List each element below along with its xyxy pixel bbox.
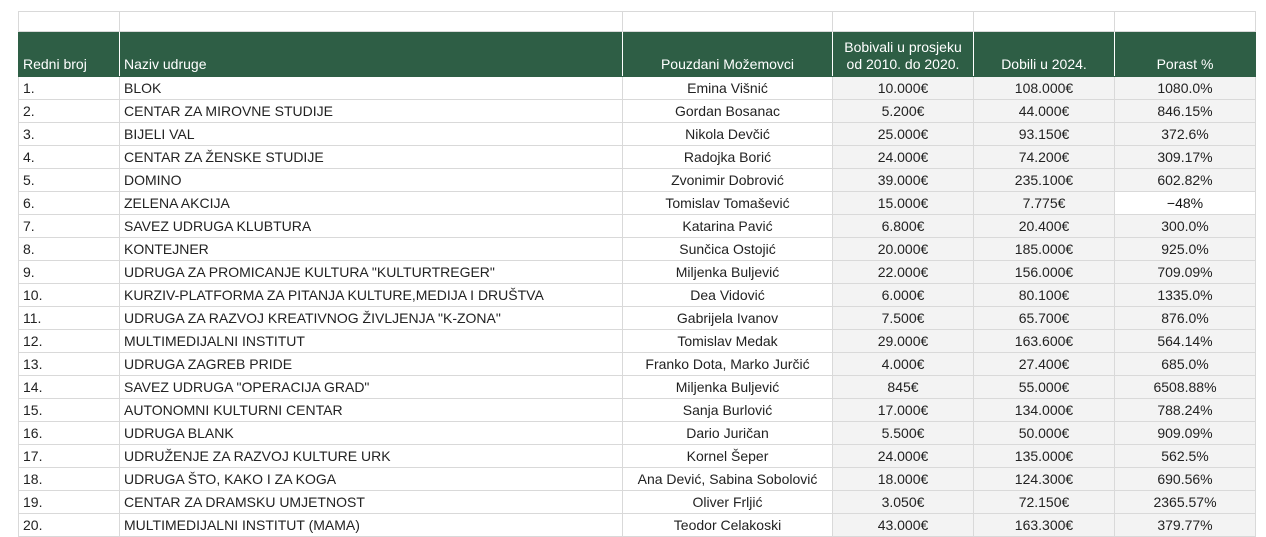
cell-name[interactable]: MULTIMEDIJALNI INSTITUT [120,330,623,353]
cell-name[interactable]: UDRUŽENJE ZA RAZVOJ KULTURE URK [120,445,623,468]
header-row [19,32,1256,77]
cell-got[interactable]: 65.700€ [974,307,1115,330]
cell[interactable] [623,12,833,32]
cell-avg[interactable]: 6.800€ [833,215,974,238]
cell-rank[interactable]: 7. [19,215,120,238]
cell-rank[interactable]: 3. [19,123,120,146]
cell-name[interactable]: CENTAR ZA MIROVNE STUDIJE [120,100,623,123]
blank-row [19,12,1256,32]
table-row [19,399,1256,422]
cell-name[interactable]: ZELENA AKCIJA [120,192,623,215]
cell-rank[interactable]: 17. [19,445,120,468]
cell-avg[interactable]: 22.000€ [833,261,974,284]
cell-trustees[interactable]: Dario Juričan [623,422,833,445]
cell-trustees[interactable]: Kornel Šeper [623,445,833,468]
cell-got[interactable]: 93.150€ [974,123,1115,146]
header-growth[interactable]: Porast % [1115,32,1256,77]
cell-got[interactable]: 74.200€ [974,146,1115,169]
cell-rank[interactable]: 12. [19,330,120,353]
cell-avg[interactable]: 6.000€ [833,284,974,307]
cell-trustees[interactable]: Gabrijela Ivanov [623,307,833,330]
cell-trustees[interactable]: Emina Višnić [623,77,833,100]
table-row [19,514,1256,537]
table-row [19,169,1256,192]
cell-name[interactable]: UDRUGA ŠTO, KAKO I ZA KOGA [120,468,623,491]
cell-growth[interactable]: 6508.88% [1115,376,1256,399]
cell-avg[interactable]: 5.200€ [833,100,974,123]
cell-trustees[interactable]: Nikola Devčić [623,123,833,146]
cell-trustees[interactable]: Miljenka Buljević [623,376,833,399]
cell-got[interactable]: 163.300€ [974,514,1115,537]
cell-trustees[interactable]: Radojka Borić [623,146,833,169]
cell-rank[interactable]: 19. [19,491,120,514]
cell-rank[interactable]: 10. [19,284,120,307]
cell-trustees[interactable]: Katarina Pavić [623,215,833,238]
cell-growth[interactable]: 300.0% [1115,215,1256,238]
cell-rank[interactable]: 20. [19,514,120,537]
cell-trustees[interactable]: Sunčica Ostojić [623,238,833,261]
cell-rank[interactable]: 18. [19,468,120,491]
cell-growth[interactable]: 562.5% [1115,445,1256,468]
table-row [19,238,1256,261]
cell-got[interactable]: 7.775€ [974,192,1115,215]
cell-rank[interactable]: 15. [19,399,120,422]
table-row [19,330,1256,353]
cell[interactable] [120,12,623,32]
cell-growth[interactable]: 690.56% [1115,468,1256,491]
header-got-2024[interactable]: Dobili u 2024. [974,32,1115,77]
cell-growth[interactable]: 1335.0% [1115,284,1256,307]
cell-avg[interactable]: 17.000€ [833,399,974,422]
cell-avg[interactable]: 845€ [833,376,974,399]
cell-trustees[interactable]: Teodor Celakoski [623,514,833,537]
cell-name[interactable]: CENTAR ZA DRAMSKU UMJETNOST [120,491,623,514]
cell-avg[interactable]: 43.000€ [833,514,974,537]
cell[interactable] [833,12,974,32]
cell-name[interactable]: UDRUGA ZAGREB PRIDE [120,353,623,376]
table-row [19,468,1256,491]
cell-rank[interactable]: 13. [19,353,120,376]
cell-trustees[interactable]: Zvonimir Dobrović [623,169,833,192]
table-row [19,192,1256,215]
table-row [19,422,1256,445]
cell-got[interactable]: 185.000€ [974,238,1115,261]
cell-name[interactable]: SAVEZ UDRUGA KLUBTURA [120,215,623,238]
cell-rank[interactable]: 5. [19,169,120,192]
header-rank[interactable]: Redni broj [19,32,120,77]
cell-avg[interactable]: 29.000€ [833,330,974,353]
table-row [19,215,1256,238]
cell-name[interactable]: SAVEZ UDRUGA "OPERACIJA GRAD" [120,376,623,399]
cell-avg[interactable]: 25.000€ [833,123,974,146]
cell-growth[interactable]: 846.15% [1115,100,1256,123]
cell-avg[interactable]: 4.000€ [833,353,974,376]
cell-name[interactable]: KURZIV-PLATFORMA ZA PITANJA KULTURE,MEDIJA I DRUŠTVA [120,284,623,307]
table-row [19,123,1256,146]
header-average-line2: od 2010. do 2020. [846,56,960,72]
cell-trustees[interactable]: Oliver Frljić [623,491,833,514]
cell-got[interactable]: 156.000€ [974,261,1115,284]
table-row [19,353,1256,376]
cell-got[interactable]: 44.000€ [974,100,1115,123]
table-row [19,307,1256,330]
table-row [19,261,1256,284]
cell-trustees[interactable]: Miljenka Buljević [623,261,833,284]
cell-rank[interactable]: 2. [19,100,120,123]
cell-got[interactable]: 134.000€ [974,399,1115,422]
table-row [19,100,1256,123]
header-trustees[interactable]: Pouzdani Možemovci [623,32,833,77]
cell-got[interactable]: 108.000€ [974,77,1115,100]
cell-avg[interactable]: 7.500€ [833,307,974,330]
header-name[interactable]: Naziv udruge [120,32,623,77]
cell-growth[interactable]: 372.6% [1115,123,1256,146]
table-row [19,146,1256,169]
cell-name[interactable]: UDRUGA ZA PROMICANJE KULTURA "KULTURTREGER" [120,261,623,284]
cell-trustees[interactable]: Franko Dota, Marko Jurčić [623,353,833,376]
cell-growth[interactable]: 709.09% [1115,261,1256,284]
cell-growth[interactable]: 1080.0% [1115,77,1256,100]
cell-growth[interactable]: 309.17% [1115,146,1256,169]
cell-got[interactable]: 27.400€ [974,353,1115,376]
cell-growth[interactable]: 909.09% [1115,422,1256,445]
cell-got[interactable]: 135.000€ [974,445,1115,468]
cell-avg[interactable]: 3.050€ [833,491,974,514]
cell-rank[interactable]: 11. [19,307,120,330]
header-average-line1: Bobivali u prosjeku [844,39,962,55]
cell-avg[interactable]: 5.500€ [833,422,974,445]
cell-got[interactable]: 72.150€ [974,491,1115,514]
cell-rank[interactable]: 14. [19,376,120,399]
cell-avg[interactable]: 24.000€ [833,146,974,169]
cell-got[interactable]: 50.000€ [974,422,1115,445]
cell-name[interactable]: MULTIMEDIJALNI INSTITUT (MAMA) [120,514,623,537]
cell-growth[interactable]: 2365.57% [1115,491,1256,514]
cell-avg[interactable]: 20.000€ [833,238,974,261]
table-row [19,284,1256,307]
cell-name[interactable]: UDRUGA BLANK [120,422,623,445]
table-row [19,491,1256,514]
cell-got[interactable]: 124.300€ [974,468,1115,491]
cell-rank[interactable]: 6. [19,192,120,215]
cell-avg[interactable]: 18.000€ [833,468,974,491]
cell-growth[interactable]: −48% [1115,192,1256,215]
table-row [19,445,1256,468]
cell[interactable] [974,12,1115,32]
table-row [19,376,1256,399]
cell-name[interactable]: BLOK [120,77,623,100]
header-average[interactable] [833,32,974,77]
cell-trustees[interactable]: Dea Vidović [623,284,833,307]
cell-growth[interactable]: 788.24% [1115,399,1256,422]
cell-got[interactable]: 55.000€ [974,376,1115,399]
cell-rank[interactable]: 9. [19,261,120,284]
cell-got[interactable]: 235.100€ [974,169,1115,192]
cell-trustees[interactable]: Gordan Bosanac [623,100,833,123]
cell-avg[interactable]: 15.000€ [833,192,974,215]
cell-growth[interactable]: 876.0% [1115,307,1256,330]
cell-name[interactable]: CENTAR ZA ŽENSKE STUDIJE [120,146,623,169]
cell-got[interactable]: 20.400€ [974,215,1115,238]
cell-name[interactable]: KONTEJNER [120,238,623,261]
cell-got[interactable]: 163.600€ [974,330,1115,353]
cell-rank[interactable]: 8. [19,238,120,261]
cell-name[interactable]: BIJELI VAL [120,123,623,146]
cell-trustees[interactable]: Sanja Burlović [623,399,833,422]
cell[interactable] [1115,12,1256,32]
cell-name[interactable]: UDRUGA ZA RAZVOJ KREATIVNOG ŽIVLJENJA "K-ZONA" [120,307,623,330]
cell-growth[interactable]: 925.0% [1115,238,1256,261]
cell-rank[interactable]: 4. [19,146,120,169]
spreadsheet-container [18,11,1256,537]
cell-growth[interactable]: 602.82% [1115,169,1256,192]
cell-avg[interactable]: 24.000€ [833,445,974,468]
cell-trustees[interactable]: Ana Dević, Sabina Sobolović [623,468,833,491]
cell-trustees[interactable]: Tomislav Medak [623,330,833,353]
cell-growth[interactable]: 685.0% [1115,353,1256,376]
cell-name[interactable]: DOMINO [120,169,623,192]
cell-avg[interactable]: 10.000€ [833,77,974,100]
cell-trustees[interactable]: Tomislav Tomašević [623,192,833,215]
cell-avg[interactable]: 39.000€ [833,169,974,192]
cell-name[interactable]: AUTONOMNI KULTURNI CENTAR [120,399,623,422]
cell-rank[interactable]: 16. [19,422,120,445]
cell-growth[interactable]: 379.77% [1115,514,1256,537]
cell-growth[interactable]: 564.14% [1115,330,1256,353]
cell[interactable] [19,12,120,32]
data-table [18,11,1256,537]
table-body [19,77,1256,537]
cell-rank[interactable]: 1. [19,77,120,100]
table-row [19,77,1256,100]
cell-got[interactable]: 80.100€ [974,284,1115,307]
